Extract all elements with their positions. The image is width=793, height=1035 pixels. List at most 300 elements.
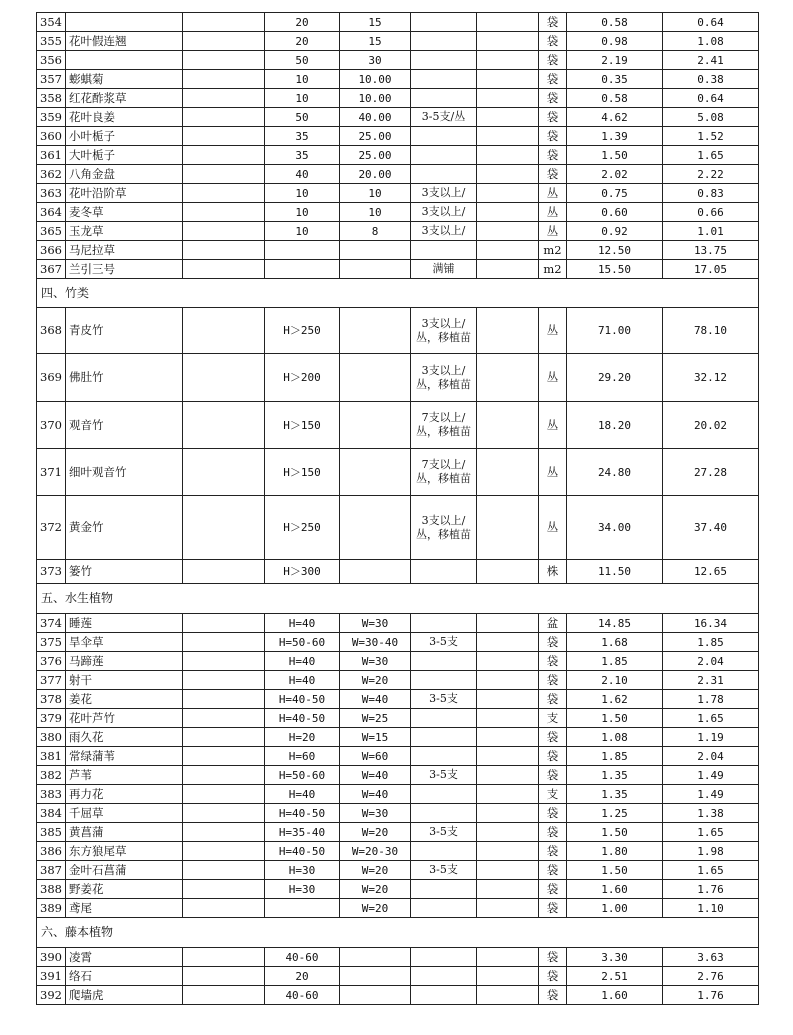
row-number: 383 bbox=[37, 785, 66, 804]
row-number: 363 bbox=[37, 184, 66, 203]
table-row bbox=[37, 146, 759, 165]
table-row bbox=[37, 127, 759, 146]
table-row bbox=[37, 614, 759, 633]
price-1: 0.75 bbox=[567, 184, 663, 203]
spec-width: 30 bbox=[340, 51, 411, 70]
spec-col3 bbox=[183, 861, 265, 880]
price-2: 27.28 bbox=[663, 449, 759, 496]
table-row bbox=[37, 402, 759, 449]
price-1: 1.35 bbox=[567, 785, 663, 804]
spec-col3 bbox=[183, 842, 265, 861]
spec-note: 7支以上/丛，移植苗 bbox=[411, 449, 477, 496]
section-title: 四、竹类 bbox=[37, 279, 759, 308]
plant-name: 观音竹 bbox=[66, 402, 183, 449]
spec-width bbox=[340, 260, 411, 279]
spec-col3 bbox=[183, 948, 265, 967]
price-1: 1.68 bbox=[567, 633, 663, 652]
unit-cell: 袋 bbox=[539, 861, 567, 880]
spec-height: H=40 bbox=[265, 785, 340, 804]
spec-col3 bbox=[183, 986, 265, 1005]
spec-height: 20 bbox=[265, 967, 340, 986]
spec-width: 25.00 bbox=[340, 127, 411, 146]
row-number: 361 bbox=[37, 146, 66, 165]
unit-cell: 袋 bbox=[539, 766, 567, 785]
price-1: 3.30 bbox=[567, 948, 663, 967]
price-2: 13.75 bbox=[663, 241, 759, 260]
spec-note bbox=[411, 614, 477, 633]
table-row bbox=[37, 709, 759, 728]
price-1: 14.85 bbox=[567, 614, 663, 633]
spec-width: 10.00 bbox=[340, 89, 411, 108]
plant-name: 雨久花 bbox=[66, 728, 183, 747]
spec-note-2 bbox=[477, 614, 539, 633]
spec-note-2 bbox=[477, 766, 539, 785]
spec-note-2 bbox=[477, 108, 539, 127]
spec-note: 满铺 bbox=[411, 260, 477, 279]
spec-width bbox=[340, 496, 411, 560]
spec-height: H＞250 bbox=[265, 496, 340, 560]
plant-name: 射干 bbox=[66, 671, 183, 690]
spec-note-2 bbox=[477, 70, 539, 89]
price-2: 0.64 bbox=[663, 89, 759, 108]
spec-note bbox=[411, 89, 477, 108]
plant-name: 再力花 bbox=[66, 785, 183, 804]
spec-height: H=35-40 bbox=[265, 823, 340, 842]
price-1: 1.50 bbox=[567, 823, 663, 842]
spec-note-2 bbox=[477, 449, 539, 496]
row-number: 357 bbox=[37, 70, 66, 89]
unit-cell: 袋 bbox=[539, 633, 567, 652]
spec-note-2 bbox=[477, 633, 539, 652]
table-row bbox=[37, 13, 759, 32]
spec-height: 35 bbox=[265, 146, 340, 165]
table-row bbox=[37, 690, 759, 709]
spec-note bbox=[411, 652, 477, 671]
price-2: 1.98 bbox=[663, 842, 759, 861]
spec-height bbox=[265, 899, 340, 918]
spec-col3 bbox=[183, 222, 265, 241]
plant-name: 细叶观音竹 bbox=[66, 449, 183, 496]
price-2: 0.83 bbox=[663, 184, 759, 203]
unit-cell: 丛 bbox=[539, 449, 567, 496]
spec-width: W=30 bbox=[340, 804, 411, 823]
spec-note: 3支以上/丛，移植苗 bbox=[411, 354, 477, 402]
price-2: 2.22 bbox=[663, 165, 759, 184]
section-header-row bbox=[37, 918, 759, 948]
spec-note-2 bbox=[477, 402, 539, 449]
unit-cell: 袋 bbox=[539, 108, 567, 127]
table-row bbox=[37, 652, 759, 671]
unit-cell: 袋 bbox=[539, 146, 567, 165]
plant-name: 八角金盘 bbox=[66, 165, 183, 184]
spec-note bbox=[411, 880, 477, 899]
spec-height: H=20 bbox=[265, 728, 340, 747]
plant-name: 花叶沿阶草 bbox=[66, 184, 183, 203]
price-2: 0.66 bbox=[663, 203, 759, 222]
price-2: 1.76 bbox=[663, 986, 759, 1005]
plant-name: 金叶石菖蒲 bbox=[66, 861, 183, 880]
price-1: 0.98 bbox=[567, 32, 663, 51]
row-number: 381 bbox=[37, 747, 66, 766]
spec-width: 15 bbox=[340, 32, 411, 51]
spec-col3 bbox=[183, 671, 265, 690]
row-number: 378 bbox=[37, 690, 66, 709]
price-1: 4.62 bbox=[567, 108, 663, 127]
spec-col3 bbox=[183, 823, 265, 842]
spec-col3 bbox=[183, 747, 265, 766]
spec-col3 bbox=[183, 633, 265, 652]
spec-height: 10 bbox=[265, 203, 340, 222]
spec-width: W=20 bbox=[340, 861, 411, 880]
section-title: 五、水生植物 bbox=[37, 584, 759, 614]
plant-name: 大叶栀子 bbox=[66, 146, 183, 165]
spec-col3 bbox=[183, 614, 265, 633]
table-row bbox=[37, 260, 759, 279]
spec-width bbox=[340, 560, 411, 584]
table-row bbox=[37, 560, 759, 584]
spec-note bbox=[411, 560, 477, 584]
table-row bbox=[37, 51, 759, 70]
spec-note-2 bbox=[477, 967, 539, 986]
spec-col3 bbox=[183, 709, 265, 728]
row-number: 379 bbox=[37, 709, 66, 728]
spec-col3 bbox=[183, 51, 265, 70]
spec-height: H＞150 bbox=[265, 402, 340, 449]
spec-note bbox=[411, 899, 477, 918]
spec-note: 3支以上/丛，移植苗 bbox=[411, 308, 477, 354]
spec-note-2 bbox=[477, 986, 539, 1005]
row-number: 389 bbox=[37, 899, 66, 918]
spec-col3 bbox=[183, 690, 265, 709]
spec-col3 bbox=[183, 402, 265, 449]
plant-name: 花叶芦竹 bbox=[66, 709, 183, 728]
price-2: 1.49 bbox=[663, 785, 759, 804]
unit-cell: 丛 bbox=[539, 402, 567, 449]
plant-name: 凌霄 bbox=[66, 948, 183, 967]
price-1: 71.00 bbox=[567, 308, 663, 354]
plant-name: 黄菖蒲 bbox=[66, 823, 183, 842]
table-row bbox=[37, 496, 759, 560]
spec-width bbox=[340, 449, 411, 496]
spec-note: 3-5支 bbox=[411, 861, 477, 880]
plant-name: 东方狼尾草 bbox=[66, 842, 183, 861]
unit-cell: 袋 bbox=[539, 165, 567, 184]
spec-note-2 bbox=[477, 184, 539, 203]
spec-note-2 bbox=[477, 127, 539, 146]
plant-name: 常绿蒲苇 bbox=[66, 747, 183, 766]
price-2: 2.04 bbox=[663, 747, 759, 766]
spec-height: H=50-60 bbox=[265, 766, 340, 785]
spec-width: W=40 bbox=[340, 766, 411, 785]
unit-cell: 袋 bbox=[539, 986, 567, 1005]
spec-col3 bbox=[183, 241, 265, 260]
spec-note: 3-5支 bbox=[411, 823, 477, 842]
unit-cell: 袋 bbox=[539, 804, 567, 823]
spec-width: 10.00 bbox=[340, 70, 411, 89]
price-1: 0.58 bbox=[567, 13, 663, 32]
price-1: 0.35 bbox=[567, 70, 663, 89]
unit-cell: 袋 bbox=[539, 948, 567, 967]
spec-height: H=50-60 bbox=[265, 633, 340, 652]
price-2: 2.31 bbox=[663, 671, 759, 690]
spec-height: H=40 bbox=[265, 652, 340, 671]
unit-cell: 袋 bbox=[539, 32, 567, 51]
spec-col3 bbox=[183, 804, 265, 823]
spec-note bbox=[411, 747, 477, 766]
spec-note-2 bbox=[477, 823, 539, 842]
spec-note-2 bbox=[477, 948, 539, 967]
spec-height: H=60 bbox=[265, 747, 340, 766]
plant-name: 芦苇 bbox=[66, 766, 183, 785]
plant-name: 千屈草 bbox=[66, 804, 183, 823]
spec-note bbox=[411, 728, 477, 747]
spec-width bbox=[340, 308, 411, 354]
price-1: 0.60 bbox=[567, 203, 663, 222]
spec-width: W=20 bbox=[340, 880, 411, 899]
price-1: 2.51 bbox=[567, 967, 663, 986]
price-1: 29.20 bbox=[567, 354, 663, 402]
table-row bbox=[37, 184, 759, 203]
row-number: 373 bbox=[37, 560, 66, 584]
price-2: 1.10 bbox=[663, 899, 759, 918]
plant-name: 马尼拉草 bbox=[66, 241, 183, 260]
price-2: 16.34 bbox=[663, 614, 759, 633]
spec-note-2 bbox=[477, 260, 539, 279]
spec-note-2 bbox=[477, 13, 539, 32]
spec-note-2 bbox=[477, 899, 539, 918]
row-number: 365 bbox=[37, 222, 66, 241]
spec-width: W=25 bbox=[340, 709, 411, 728]
price-table bbox=[36, 12, 759, 1005]
row-number: 360 bbox=[37, 127, 66, 146]
price-2: 1.65 bbox=[663, 146, 759, 165]
spec-height: H=40 bbox=[265, 671, 340, 690]
price-2: 1.65 bbox=[663, 823, 759, 842]
price-2: 78.10 bbox=[663, 308, 759, 354]
row-number: 364 bbox=[37, 203, 66, 222]
spec-col3 bbox=[183, 785, 265, 804]
table-row bbox=[37, 899, 759, 918]
unit-cell: m2 bbox=[539, 241, 567, 260]
plant-name bbox=[66, 13, 183, 32]
row-number: 372 bbox=[37, 496, 66, 560]
plant-name: 旱伞草 bbox=[66, 633, 183, 652]
spec-note: 3-5支 bbox=[411, 690, 477, 709]
price-2: 1.01 bbox=[663, 222, 759, 241]
row-number: 390 bbox=[37, 948, 66, 967]
spec-height: H=40-50 bbox=[265, 690, 340, 709]
spec-note-2 bbox=[477, 842, 539, 861]
price-1: 2.10 bbox=[567, 671, 663, 690]
table-row bbox=[37, 823, 759, 842]
spec-note-2 bbox=[477, 308, 539, 354]
spec-col3 bbox=[183, 308, 265, 354]
spec-width: W=20 bbox=[340, 899, 411, 918]
spec-col3 bbox=[183, 899, 265, 918]
unit-cell: 丛 bbox=[539, 308, 567, 354]
plant-name: 佛肚竹 bbox=[66, 354, 183, 402]
spec-note-2 bbox=[477, 747, 539, 766]
table-row bbox=[37, 203, 759, 222]
price-1: 1.50 bbox=[567, 709, 663, 728]
spec-height: 40-60 bbox=[265, 986, 340, 1005]
spec-note: 7支以上/丛，移植苗 bbox=[411, 402, 477, 449]
spec-height: 10 bbox=[265, 222, 340, 241]
spec-col3 bbox=[183, 728, 265, 747]
spec-note-2 bbox=[477, 165, 539, 184]
spec-width: 20.00 bbox=[340, 165, 411, 184]
price-1: 0.92 bbox=[567, 222, 663, 241]
plant-name: 黄金竹 bbox=[66, 496, 183, 560]
price-1: 1.62 bbox=[567, 690, 663, 709]
table-row bbox=[37, 804, 759, 823]
price-1: 1.85 bbox=[567, 747, 663, 766]
unit-cell: 袋 bbox=[539, 671, 567, 690]
spec-note bbox=[411, 948, 477, 967]
spec-width bbox=[340, 948, 411, 967]
price-2: 1.19 bbox=[663, 728, 759, 747]
spec-width: W=40 bbox=[340, 785, 411, 804]
price-2: 0.38 bbox=[663, 70, 759, 89]
plant-name: 花叶假连翘 bbox=[66, 32, 183, 51]
unit-cell: 袋 bbox=[539, 690, 567, 709]
row-number: 391 bbox=[37, 967, 66, 986]
spec-col3 bbox=[183, 184, 265, 203]
price-1: 1.50 bbox=[567, 861, 663, 880]
table-row bbox=[37, 880, 759, 899]
spec-height: H=40-50 bbox=[265, 804, 340, 823]
spec-height: H＞250 bbox=[265, 308, 340, 354]
row-number: 367 bbox=[37, 260, 66, 279]
unit-cell: 袋 bbox=[539, 89, 567, 108]
price-1: 1.35 bbox=[567, 766, 663, 785]
spec-height: 50 bbox=[265, 108, 340, 127]
spec-width: W=40 bbox=[340, 690, 411, 709]
spec-note-2 bbox=[477, 354, 539, 402]
row-number: 359 bbox=[37, 108, 66, 127]
spec-note bbox=[411, 785, 477, 804]
spec-height: H=40-50 bbox=[265, 709, 340, 728]
spec-width bbox=[340, 402, 411, 449]
spec-width: W=30 bbox=[340, 614, 411, 633]
spec-note-2 bbox=[477, 709, 539, 728]
spec-width: W=20-30 bbox=[340, 842, 411, 861]
unit-cell: 丛 bbox=[539, 354, 567, 402]
unit-cell: 支 bbox=[539, 709, 567, 728]
spec-height: H＞150 bbox=[265, 449, 340, 496]
spec-col3 bbox=[183, 32, 265, 51]
spec-col3 bbox=[183, 766, 265, 785]
spec-col3 bbox=[183, 496, 265, 560]
spec-height: 40-60 bbox=[265, 948, 340, 967]
row-number: 388 bbox=[37, 880, 66, 899]
row-number: 374 bbox=[37, 614, 66, 633]
plant-name: 蟛蜞菊 bbox=[66, 70, 183, 89]
price-2: 1.76 bbox=[663, 880, 759, 899]
spec-width: 10 bbox=[340, 184, 411, 203]
price-2: 1.78 bbox=[663, 690, 759, 709]
spec-height: 50 bbox=[265, 51, 340, 70]
spec-height: H=30 bbox=[265, 861, 340, 880]
price-2: 32.12 bbox=[663, 354, 759, 402]
plant-name: 爬墙虎 bbox=[66, 986, 183, 1005]
spec-note bbox=[411, 165, 477, 184]
spec-height: H＞200 bbox=[265, 354, 340, 402]
plant-name: 花叶良姜 bbox=[66, 108, 183, 127]
price-1: 1.39 bbox=[567, 127, 663, 146]
price-1: 1.50 bbox=[567, 146, 663, 165]
price-1: 0.58 bbox=[567, 89, 663, 108]
price-table-body bbox=[37, 13, 759, 1005]
spec-note bbox=[411, 146, 477, 165]
spec-note-2 bbox=[477, 222, 539, 241]
plant-name: 络石 bbox=[66, 967, 183, 986]
row-number: 366 bbox=[37, 241, 66, 260]
unit-cell: 袋 bbox=[539, 127, 567, 146]
spec-note bbox=[411, 13, 477, 32]
spec-col3 bbox=[183, 165, 265, 184]
price-1: 1.60 bbox=[567, 880, 663, 899]
unit-cell: 支 bbox=[539, 785, 567, 804]
price-1: 24.80 bbox=[567, 449, 663, 496]
spec-note-2 bbox=[477, 861, 539, 880]
spec-note: 3支以上/ bbox=[411, 184, 477, 203]
spec-col3 bbox=[183, 967, 265, 986]
price-2: 0.64 bbox=[663, 13, 759, 32]
table-row bbox=[37, 165, 759, 184]
table-row bbox=[37, 986, 759, 1005]
section-header-row bbox=[37, 584, 759, 614]
spec-col3 bbox=[183, 127, 265, 146]
spec-width: 8 bbox=[340, 222, 411, 241]
plant-name: 青皮竹 bbox=[66, 308, 183, 354]
price-2: 17.05 bbox=[663, 260, 759, 279]
spec-note-2 bbox=[477, 203, 539, 222]
row-number: 368 bbox=[37, 308, 66, 354]
table-row bbox=[37, 766, 759, 785]
spec-height: 10 bbox=[265, 70, 340, 89]
spec-note bbox=[411, 709, 477, 728]
row-number: 356 bbox=[37, 51, 66, 70]
spec-width bbox=[340, 986, 411, 1005]
price-1: 2.19 bbox=[567, 51, 663, 70]
spec-width: W=20 bbox=[340, 671, 411, 690]
table-row bbox=[37, 89, 759, 108]
row-number: 387 bbox=[37, 861, 66, 880]
row-number: 358 bbox=[37, 89, 66, 108]
spec-width: W=30-40 bbox=[340, 633, 411, 652]
unit-cell: 盆 bbox=[539, 614, 567, 633]
spec-note-2 bbox=[477, 560, 539, 584]
table-row bbox=[37, 70, 759, 89]
spec-col3 bbox=[183, 146, 265, 165]
table-row bbox=[37, 948, 759, 967]
plant-name: 马蹄莲 bbox=[66, 652, 183, 671]
spec-note-2 bbox=[477, 51, 539, 70]
price-1: 11.50 bbox=[567, 560, 663, 584]
spec-col3 bbox=[183, 13, 265, 32]
spec-height: H=30 bbox=[265, 880, 340, 899]
spec-col3 bbox=[183, 89, 265, 108]
unit-cell: 丛 bbox=[539, 496, 567, 560]
unit-cell: m2 bbox=[539, 260, 567, 279]
unit-cell: 袋 bbox=[539, 967, 567, 986]
price-2: 3.63 bbox=[663, 948, 759, 967]
price-2: 1.38 bbox=[663, 804, 759, 823]
spec-col3 bbox=[183, 652, 265, 671]
row-number: 377 bbox=[37, 671, 66, 690]
spec-note-2 bbox=[477, 652, 539, 671]
